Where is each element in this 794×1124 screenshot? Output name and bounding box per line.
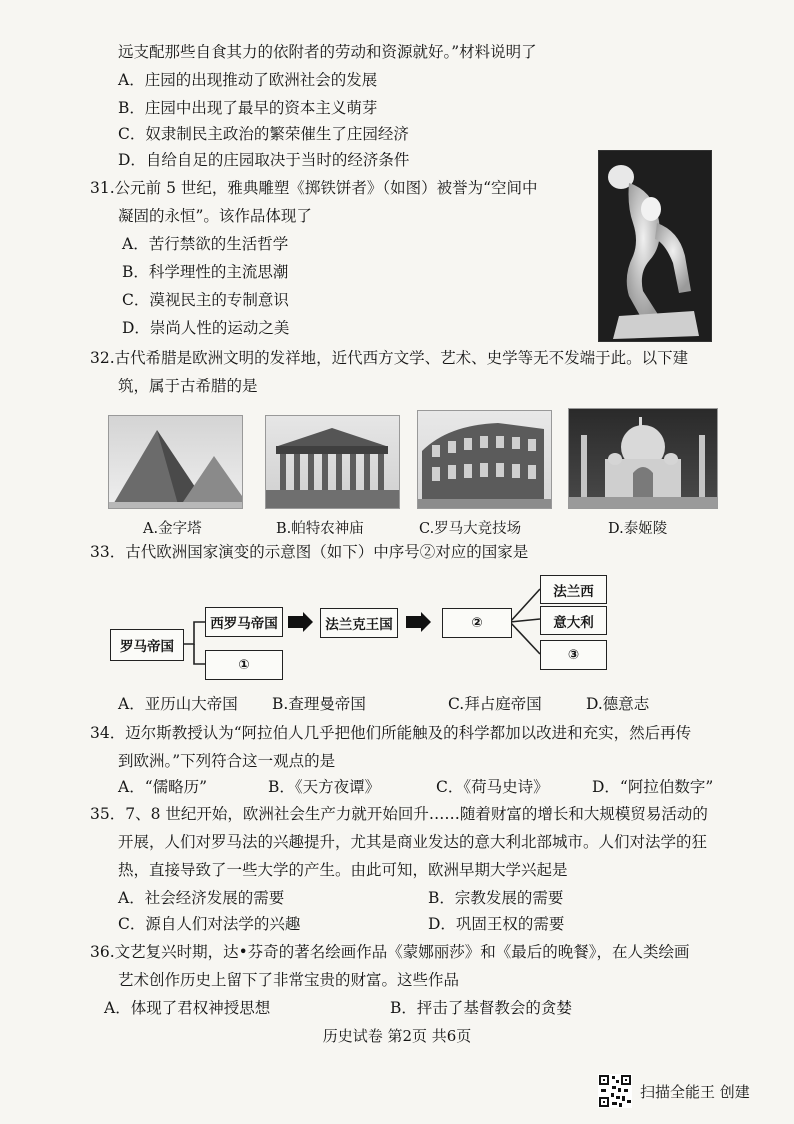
q30-option-a: A．庄园的出现推动了欧洲社会的发展 — [118, 71, 378, 89]
box-number-3: ③ — [540, 640, 607, 670]
q35-option-d: D．巩固王权的需要 — [428, 915, 565, 933]
q31-option-a: A．苦行禁欲的生活哲学 — [122, 235, 289, 253]
q34-option-c: C．《荷马史诗》 — [436, 778, 549, 796]
q33-option-a: A．亚历山大帝国 — [118, 695, 238, 713]
q31-option-b: B．科学理性的主流思潮 — [122, 263, 289, 281]
box-italy: 意大利 — [540, 606, 607, 635]
q31-option-c: C．漠视民主的专制意识 — [122, 291, 289, 309]
q35-option-b: B．宗教发展的需要 — [428, 889, 564, 907]
q35-stem-line1: 35．7、8 世纪开始，欧洲社会生产力就开始回升……随着财富的增长和大规模贸易活动的 — [90, 805, 708, 823]
box-number-1: ① — [205, 650, 283, 680]
box-western-roman-empire: 西罗马帝国 — [205, 607, 283, 637]
q34-stem-line2: 到欧洲。”下列符合这一观点的是 — [118, 752, 336, 770]
q36-option-b: B．抨击了基督教会的贪婪 — [390, 999, 572, 1017]
q35-option-a: A．社会经济发展的需要 — [118, 889, 285, 907]
q33-option-c: C.拜占庭帝国 — [448, 695, 542, 713]
q35-option-c: C．源自人们对法学的兴趣 — [118, 915, 301, 933]
box-number-2: ② — [442, 608, 512, 638]
box-frankish-kingdom: 法兰克王国 — [320, 608, 398, 638]
qr-code-icon — [598, 1074, 632, 1108]
q35-stem-line2: 开展，人们对罗马法的兴趣提升，尤其是商业发达的意大利北部城市。人们对法学的狂 — [118, 833, 708, 851]
q34-stem-line1: 34．迈尔斯教授认为“阿拉伯人几乎把他们所能触及的科学都加以改进和充实，然后再传 — [90, 724, 692, 742]
q33-option-d: D.德意志 — [586, 695, 650, 713]
q30-option-b: B．庄园中出现了最早的资本主义萌芽 — [118, 99, 378, 117]
caption-d: D.泰姬陵 — [608, 521, 668, 537]
scanner-watermark — [598, 1074, 750, 1108]
q32-stem-line2: 筑，属于古希腊的是 — [118, 377, 258, 395]
q36-stem-line2: 艺术创作历史上留下了非常宝贵的财富。这些作品 — [118, 971, 460, 989]
q30-stem-tail: 远支配那些自食其力的依附者的劳动和资源就好。”材料说明了 — [118, 43, 537, 61]
scanner-label: 扫描全能王 创建 — [640, 1082, 750, 1101]
q35-stem-line3: 热，直接导致了一些大学的产生。由此可知，欧洲早期大学兴起是 — [118, 861, 568, 879]
page-footer: 历史试卷 第2页 共6页 — [322, 1027, 472, 1045]
q36-stem-line1: 36.文艺复兴时期，达•芬奇的著名绘画作品《蒙娜丽莎》和《最后的晚餐》，在人类绘画 — [90, 943, 690, 961]
box-roman-empire: 罗马帝国 — [110, 629, 184, 661]
caption-a: A.金字塔 — [143, 521, 202, 537]
q33-stem: 33．古代欧洲国家演变的示意图（如下）中序号②对应的国家是 — [90, 543, 529, 561]
q30-option-d: D．自给自足的庄园取决于当时的经济条件 — [118, 151, 410, 169]
q31-stem-line1: 31.公元前 5 世纪，雅典雕塑《掷铁饼者》（如图）被誉为“空间中 — [90, 179, 538, 197]
q32-stem-line1: 32.古代希腊是欧洲文明的发祥地，近代西方文学、艺术、史学等无不发端于此。以下建 — [90, 349, 689, 367]
q31-stem-line2: 凝固的永恒”。该作品体现了 — [118, 207, 312, 225]
q34-option-d: D．“阿拉伯数字” — [592, 778, 714, 796]
caption-b: B.帕特农神庙 — [276, 521, 364, 537]
q33-option-b: B.查理曼帝国 — [272, 695, 366, 713]
caption-c: C.罗马大竞技场 — [419, 521, 522, 537]
q31-option-d: D．崇尚人性的运动之美 — [122, 319, 290, 337]
box-france: 法兰西 — [540, 575, 607, 604]
q34-option-b: B．《天方夜谭》 — [268, 778, 381, 796]
q34-option-a: A．“儒略历” — [118, 778, 208, 796]
q30-option-c: C．奴隶制民主政治的繁荣催生了庄园经济 — [118, 125, 409, 143]
q36-option-a: A．体现了君权神授思想 — [104, 999, 271, 1017]
